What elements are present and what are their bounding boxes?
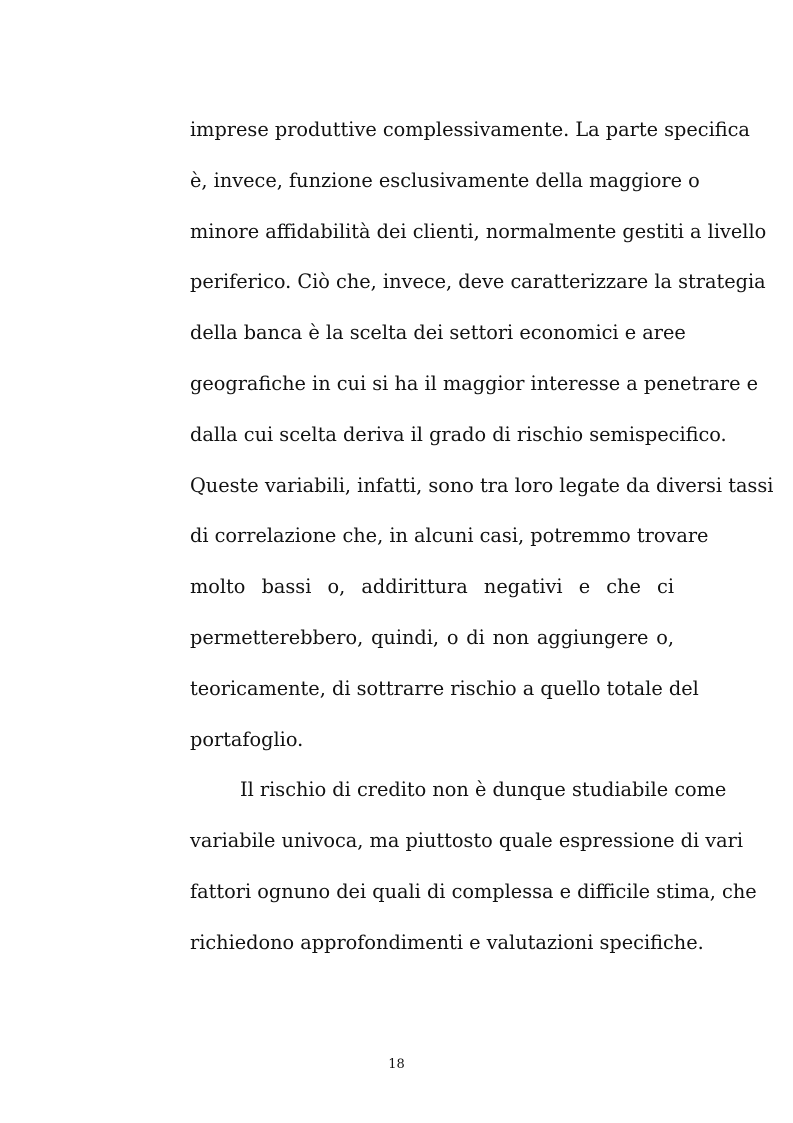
page-number: 18 [388, 1057, 405, 1072]
text-line: di correlazione che, in alcuni casi, potremmo trovare [190, 524, 709, 548]
paragraph-1 [190, 108, 774, 768]
text-line: Queste variabili, infatti, sono tra loro legate da diversi tassi [190, 473, 774, 497]
body-text [190, 108, 774, 972]
text-line: variabile univoca, ma piuttosto quale espressione di vari [190, 829, 744, 853]
text-line: molto bassi o, addirittura negativi e che ci [190, 575, 674, 599]
text-line: geografiche in cui si ha il maggior interesse a penetrare e [190, 371, 759, 395]
text-line: teoricamente, di sottrarre rischio a quello totale del [190, 676, 699, 700]
text-line: portafoglio. [190, 727, 304, 751]
paragraph-2 [190, 768, 757, 971]
text-line: minore affidabilità dei clienti, normalmente gestiti a livello [190, 219, 767, 243]
text-line: dalla cui scelta deriva il grado di rischio semispecifico. [190, 422, 727, 446]
text-line: imprese produttive complessivamente. La parte specifica [190, 118, 750, 141]
text-line: della banca è la scelta dei settori economici e aree [190, 321, 686, 345]
text-line: è, invece, funzione esclusivamente della maggiore o [190, 168, 700, 192]
text-line: periferico. Ciò che, invece, deve caratterizzare la strategia [190, 270, 766, 294]
text-line: richiedono approfondimenti e valutazioni specifiche. [190, 930, 704, 954]
text-line: fattori ognuno dei quali di complessa e difficile stima, che [190, 879, 757, 903]
text-line: permetterebbero, quindi, o di non aggiungere o, [190, 625, 674, 649]
text-line: Il rischio di credito non è dunque studiabile come [240, 778, 727, 802]
